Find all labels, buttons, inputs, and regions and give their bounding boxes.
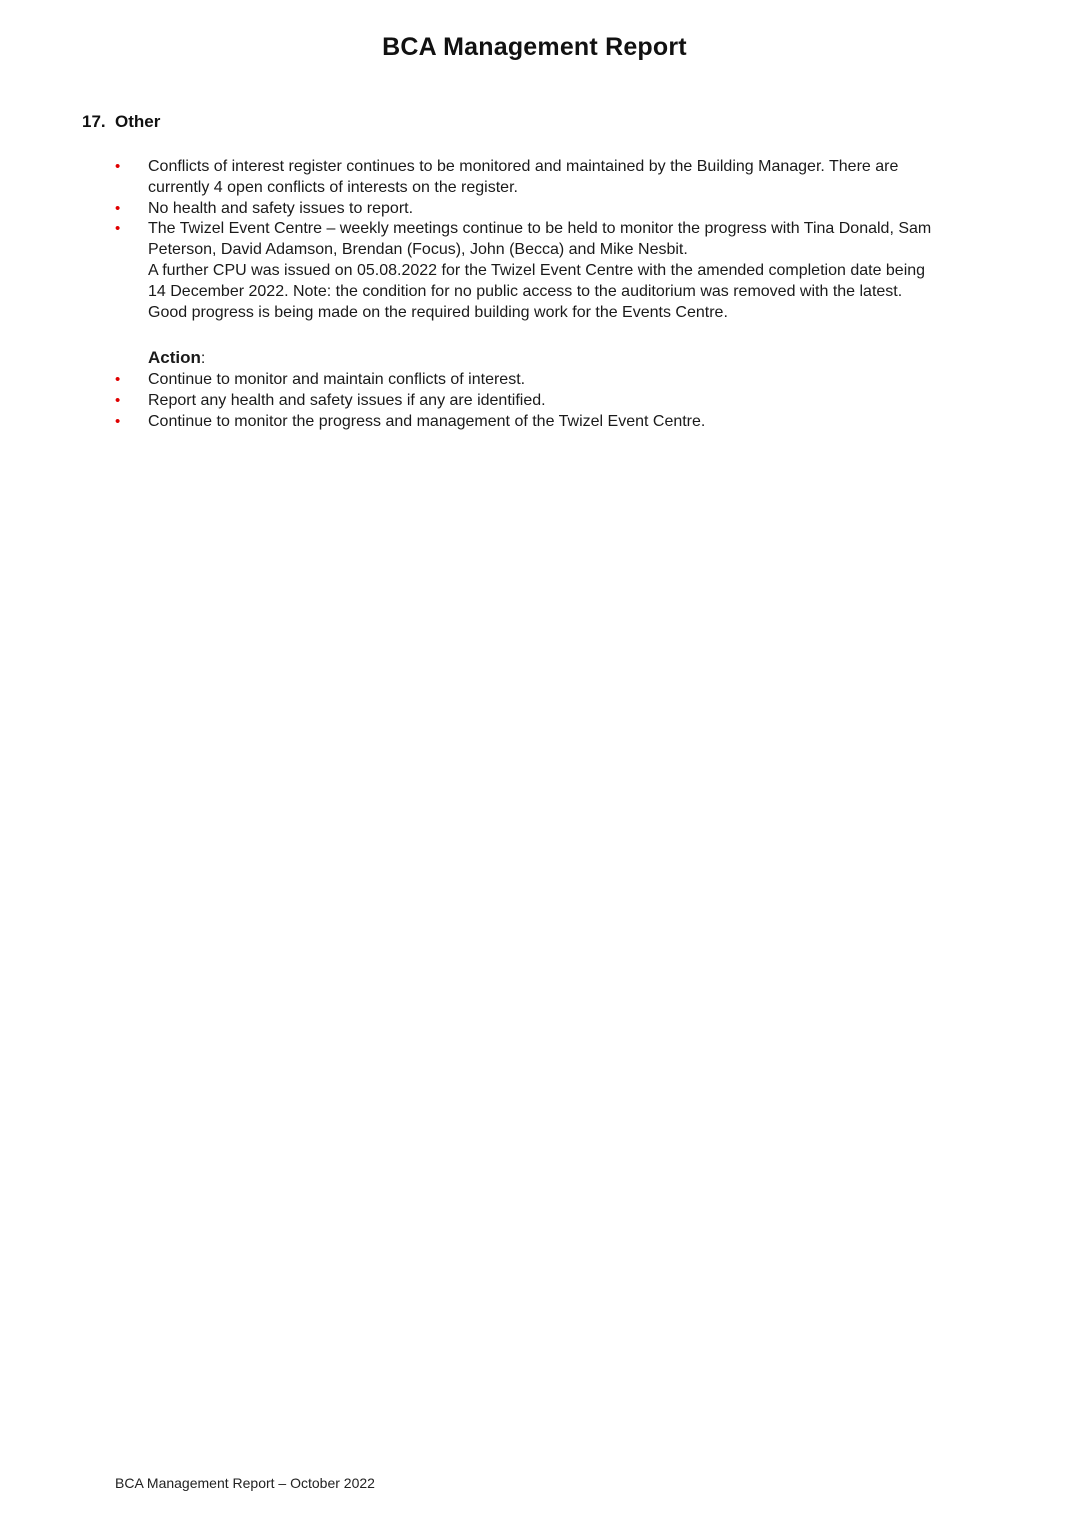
action-label: Action [148, 348, 201, 368]
bullet-icon: • [115, 220, 121, 238]
list-item [114, 370, 944, 391]
action-bullet-list [114, 370, 944, 432]
list-item-text: Good progress is being made on the required building work for the Events Centre. [148, 303, 728, 321]
bullet-icon: • [115, 391, 121, 409]
list-item-text: Conflicts of interest register continues to be monitored and maintained by the Building Manager. There are currently 4 open conflicts of interests on the register. [148, 158, 899, 196]
list-item-text: Continue to monitor the progress and management of the Twizel Event Centre. [148, 412, 706, 430]
list-item [114, 199, 944, 220]
page-title: BCA Management Report [382, 33, 687, 61]
action-colon: : [200, 350, 206, 368]
bullet-icon: • [115, 371, 121, 389]
section-heading [82, 112, 160, 132]
list-item-text: Report any health and safety issues if any are identified. [148, 391, 546, 409]
list-item [114, 219, 944, 323]
list-item-text: No health and safety issues to report. [148, 199, 414, 217]
section-number: 17. [82, 112, 106, 131]
list-item-text: Continue to monitor and maintain conflicts of interest. [148, 371, 526, 389]
page-footer: BCA Management Report – October 2022 [115, 1475, 375, 1491]
list-item-text: The Twizel Event Centre – weekly meetings continue to be held to monitor the progress with Tina Donald, Sam Peterson, David Adamson, Brendan (Focus), John (Becca) and Mike Nesbit. [148, 220, 932, 259]
list-item [114, 412, 944, 433]
report-body [114, 157, 944, 433]
list-item [114, 157, 944, 199]
action-heading [148, 348, 944, 370]
bullet-icon: • [115, 199, 121, 217]
list-item-text: A further CPU was issued on 05.08.2022 for the Twizel Event Centre with the amended completion date being 14 December 2022. Note: the condition for no public access to the auditorium was removed with the latest. [148, 261, 926, 300]
bullet-icon: • [115, 412, 121, 430]
list-item [114, 391, 944, 412]
bullet-icon: • [115, 158, 121, 175]
other-bullet-list [114, 157, 944, 323]
section-title: Other [115, 112, 161, 131]
